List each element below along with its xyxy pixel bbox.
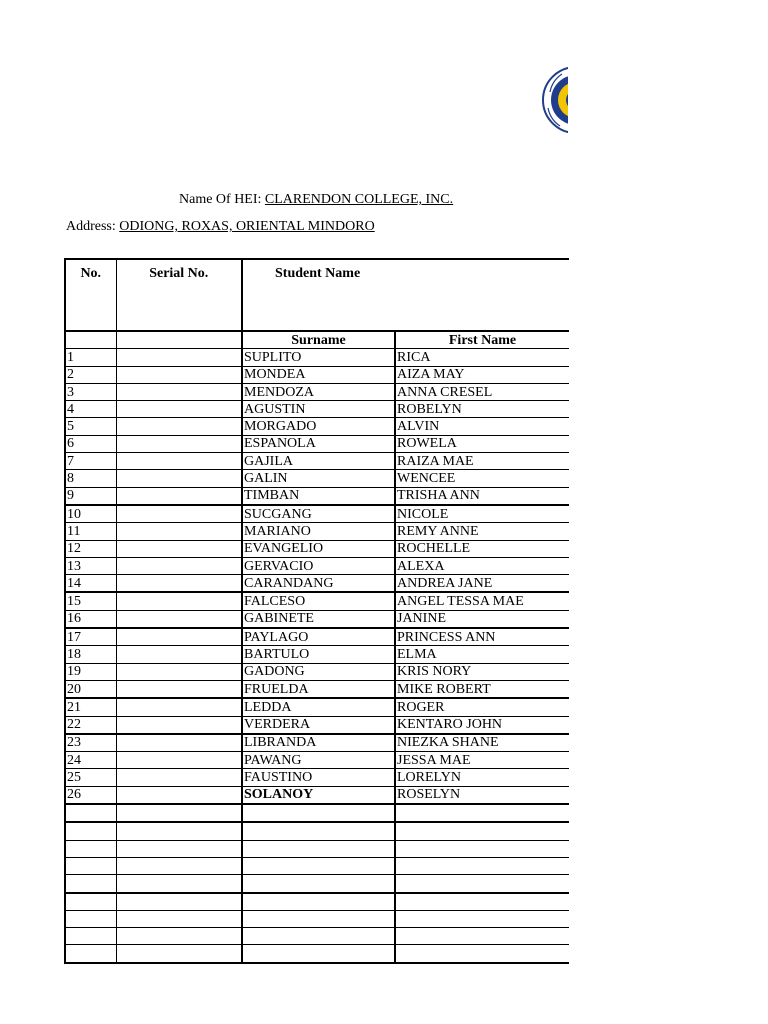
cell-serial (116, 366, 242, 383)
cell-surname: MONDEA (242, 366, 395, 383)
cell-first-name (395, 893, 569, 911)
cell-surname: GADONG (242, 663, 395, 680)
table-row (65, 383, 569, 400)
cell-surname: GALIN (242, 470, 395, 487)
cell-serial (116, 453, 242, 470)
cell-surname (242, 945, 395, 963)
table-row (65, 804, 569, 822)
subheader-serial-blank (116, 331, 242, 349)
cell-first-name: ROWELA (395, 435, 569, 452)
cell-surname: FRUELDA (242, 680, 395, 698)
hei-label: Name Of HEI: (179, 192, 265, 207)
student-table (64, 258, 569, 964)
cell-serial (116, 575, 242, 593)
cell-no: 14 (65, 575, 116, 593)
cell-first-name: ANGEL TESSA MAE (395, 592, 569, 610)
cell-no: 10 (65, 505, 116, 523)
table-subheader-row (65, 331, 569, 349)
table-row (65, 575, 569, 593)
cell-serial (116, 716, 242, 734)
hei-name-line (179, 192, 453, 208)
cell-no: 23 (65, 734, 116, 752)
cell-serial (116, 663, 242, 680)
cell-no (65, 910, 116, 927)
cell-surname (242, 875, 395, 893)
cell-serial (116, 857, 242, 874)
table-row (65, 470, 569, 487)
cell-no (65, 822, 116, 840)
cell-no (65, 857, 116, 874)
cell-first-name: TRISHA ANN (395, 487, 569, 505)
cell-no: 17 (65, 628, 116, 646)
cell-serial (116, 401, 242, 418)
cell-first-name (395, 822, 569, 840)
cell-first-name: JANINE (395, 610, 569, 628)
cell-surname: BARTULO (242, 646, 395, 663)
table-row (65, 592, 569, 610)
table-row (65, 557, 569, 574)
cell-no: 22 (65, 716, 116, 734)
cell-surname: ESPANOLA (242, 435, 395, 452)
cell-first-name: REMY ANNE (395, 523, 569, 540)
table-row (65, 646, 569, 663)
cell-serial (116, 840, 242, 857)
cell-serial (116, 349, 242, 366)
cell-first-name (395, 875, 569, 893)
cell-serial (116, 822, 242, 840)
cell-serial (116, 910, 242, 927)
cell-surname (242, 893, 395, 911)
cell-serial (116, 769, 242, 786)
table-row (65, 752, 569, 769)
subheader-no-blank (65, 331, 116, 349)
cell-serial (116, 628, 242, 646)
table-row (65, 453, 569, 470)
cell-no: 4 (65, 401, 116, 418)
cell-first-name: ANNA CRESEL (395, 383, 569, 400)
cell-serial (116, 592, 242, 610)
cell-first-name: RAIZA MAE (395, 453, 569, 470)
cell-serial (116, 928, 242, 945)
cell-first-name: WENCEE (395, 470, 569, 487)
address-line (66, 219, 375, 235)
cell-no: 8 (65, 470, 116, 487)
table-row (65, 734, 569, 752)
cell-first-name: ROBELYN (395, 401, 569, 418)
cell-no: 25 (65, 769, 116, 786)
cell-first-name: ALVIN (395, 418, 569, 435)
table-row (65, 418, 569, 435)
cell-surname (242, 804, 395, 822)
cell-no: 2 (65, 366, 116, 383)
cell-first-name: LORELYN (395, 769, 569, 786)
cell-serial (116, 523, 242, 540)
cell-serial (116, 804, 242, 822)
table-row (65, 523, 569, 540)
cell-first-name: PRINCESS ANN (395, 628, 569, 646)
cell-surname: LIBRANDA (242, 734, 395, 752)
cell-no: 13 (65, 557, 116, 574)
cell-no: 7 (65, 453, 116, 470)
table-row (65, 401, 569, 418)
cell-first-name: KENTARO JOHN (395, 716, 569, 734)
cell-first-name: ROGER (395, 698, 569, 716)
table-row (65, 822, 569, 840)
cell-no: 21 (65, 698, 116, 716)
cell-surname (242, 910, 395, 927)
cell-serial (116, 540, 242, 557)
cell-surname: SUCGANG (242, 505, 395, 523)
cell-serial (116, 752, 242, 769)
cell-first-name: ROCHELLE (395, 540, 569, 557)
cell-first-name (395, 840, 569, 857)
cell-no (65, 928, 116, 945)
cell-surname: LEDDA (242, 698, 395, 716)
cell-first-name: ELMA (395, 646, 569, 663)
cell-first-name: JESSA MAE (395, 752, 569, 769)
student-table-body (65, 259, 569, 963)
cell-no: 15 (65, 592, 116, 610)
table-row (65, 769, 569, 786)
cell-no (65, 840, 116, 857)
cell-surname (242, 857, 395, 874)
cell-first-name: NIEZKA SHANE (395, 734, 569, 752)
table-header-row (65, 259, 569, 331)
cell-serial (116, 646, 242, 663)
table-row (65, 366, 569, 383)
cell-surname: CARANDANG (242, 575, 395, 593)
cell-no (65, 804, 116, 822)
table-row (65, 910, 569, 927)
cell-first-name (395, 804, 569, 822)
cell-no: 11 (65, 523, 116, 540)
cell-no: 20 (65, 680, 116, 698)
cell-surname: GERVACIO (242, 557, 395, 574)
cell-no: 5 (65, 418, 116, 435)
cell-no: 19 (65, 663, 116, 680)
cell-surname: FAUSTINO (242, 769, 395, 786)
table-row (65, 663, 569, 680)
table-row (65, 487, 569, 505)
cell-serial (116, 610, 242, 628)
table-row (65, 875, 569, 893)
cell-serial (116, 557, 242, 574)
cell-serial (116, 786, 242, 804)
cell-first-name: MIKE ROBERT (395, 680, 569, 698)
cell-serial (116, 875, 242, 893)
cell-first-name: NICOLE (395, 505, 569, 523)
header-serial-no: Serial No. (116, 259, 242, 331)
cell-no: 9 (65, 487, 116, 505)
table-row (65, 628, 569, 646)
cell-first-name: ANDREA JANE (395, 575, 569, 593)
cell-surname: PAYLAGO (242, 628, 395, 646)
subheader-surname: Surname (242, 331, 395, 349)
cell-no: 12 (65, 540, 116, 557)
cell-no: 3 (65, 383, 116, 400)
cell-no (65, 893, 116, 911)
cell-serial (116, 680, 242, 698)
cell-no: 18 (65, 646, 116, 663)
cell-surname: MORGADO (242, 418, 395, 435)
table-row (65, 857, 569, 874)
cell-no: 16 (65, 610, 116, 628)
cell-no: 24 (65, 752, 116, 769)
cell-first-name: ROSELYN (395, 786, 569, 804)
cell-first-name: KRIS NORY (395, 663, 569, 680)
hei-value: CLARENDON COLLEGE, INC. (264, 192, 454, 207)
cell-first-name: AIZA MAY (395, 366, 569, 383)
cell-first-name (395, 910, 569, 927)
cell-no: 26 (65, 786, 116, 804)
table-row (65, 610, 569, 628)
cell-serial (116, 734, 242, 752)
table-row (65, 435, 569, 452)
address-value: ODIONG, ROXAS, ORIENTAL MINDORO (119, 219, 375, 234)
cell-first-name: RICA (395, 349, 569, 366)
table-row (65, 680, 569, 698)
table-row (65, 945, 569, 963)
cell-serial (116, 487, 242, 505)
table-row (65, 540, 569, 557)
cell-surname: AGUSTIN (242, 401, 395, 418)
cell-surname: MARIANO (242, 523, 395, 540)
cell-serial (116, 435, 242, 452)
cell-surname (242, 928, 395, 945)
cell-first-name (395, 928, 569, 945)
table-row (65, 928, 569, 945)
subheader-first-name: First Name (395, 331, 569, 349)
cell-no (65, 945, 116, 963)
cell-surname: PAWANG (242, 752, 395, 769)
cell-surname: EVANGELIO (242, 540, 395, 557)
cell-serial (116, 945, 242, 963)
table-row (65, 505, 569, 523)
table-row (65, 716, 569, 734)
cell-surname: SUPLITO (242, 349, 395, 366)
table-row (65, 786, 569, 804)
cell-serial (116, 893, 242, 911)
cell-surname (242, 822, 395, 840)
cell-serial (116, 698, 242, 716)
cell-serial (116, 418, 242, 435)
header-student-name: Student Name (242, 259, 569, 331)
table-row (65, 893, 569, 911)
cell-serial (116, 470, 242, 487)
cell-surname: FALCESO (242, 592, 395, 610)
cell-surname: MENDOZA (242, 383, 395, 400)
cell-no (65, 875, 116, 893)
cell-surname: GAJILA (242, 453, 395, 470)
seal-icon (542, 62, 568, 138)
cell-surname (242, 840, 395, 857)
table-row (65, 349, 569, 366)
table-row (65, 698, 569, 716)
table-row (65, 840, 569, 857)
cell-no: 1 (65, 349, 116, 366)
cell-first-name (395, 857, 569, 874)
cell-serial (116, 505, 242, 523)
address-label: Address: (66, 219, 120, 234)
cell-surname: TIMBAN (242, 487, 395, 505)
header-no: No. (65, 259, 116, 331)
cell-surname: VERDERA (242, 716, 395, 734)
cell-serial (116, 383, 242, 400)
cell-no: 6 (65, 435, 116, 452)
cell-surname: GABINETE (242, 610, 395, 628)
cell-first-name (395, 945, 569, 963)
cell-surname: SOLANOY (242, 786, 395, 804)
cell-first-name: ALEXA (395, 557, 569, 574)
commission-seal-logo (538, 62, 568, 138)
